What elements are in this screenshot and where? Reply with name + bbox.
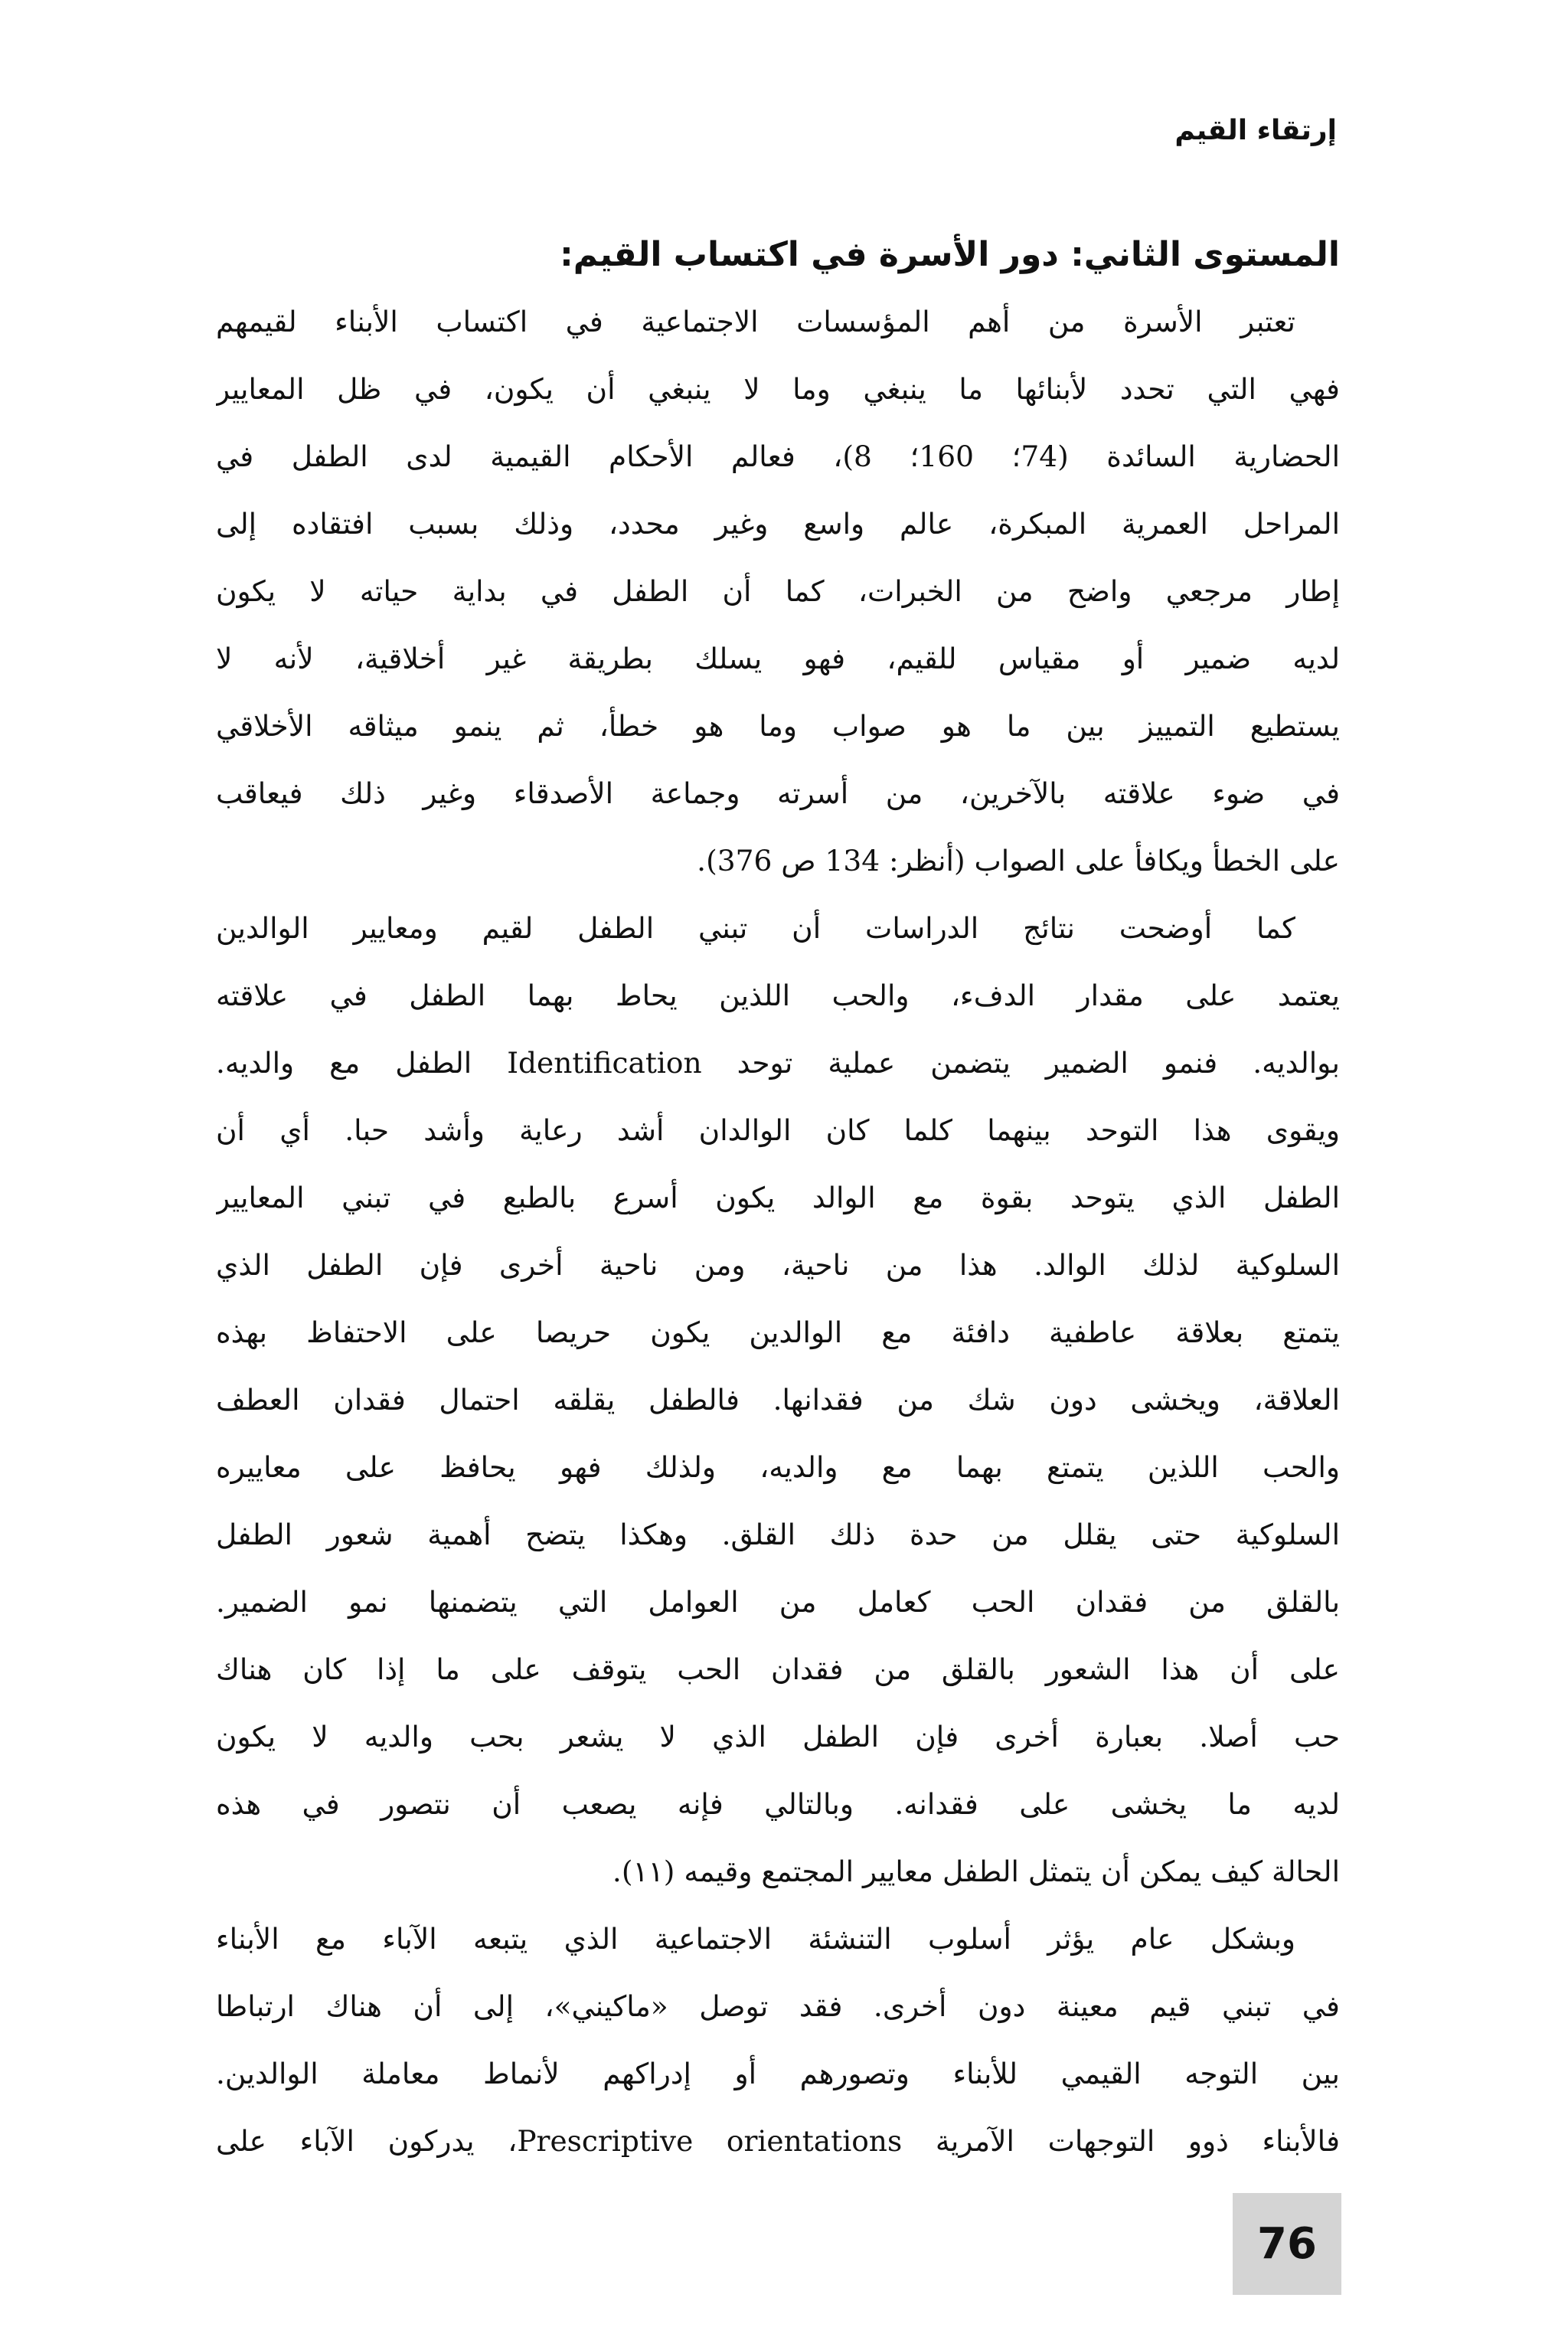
text-line: حب أصلا. بعبارة أخرى فإن الطفل الذي لا يشعر بحب والديه لا يكون bbox=[216, 1720, 1340, 1754]
text-line: ويقوى هذا التوحد بينهما كلما كان الوالدان أشد رعاية وأشد حبا. أي أن bbox=[216, 1113, 1340, 1147]
text-line: إطار مرجعي واضح من الخبرات، كما أن الطفل في بداية حياته لا يكون bbox=[216, 574, 1340, 608]
text-line: يعتمد على مقدار الدفء، والحب اللذين يحاط بهما الطفل في علاقته bbox=[216, 979, 1340, 1012]
running-header: إرتقاء القيم bbox=[1174, 115, 1337, 146]
text-line: السلوكية حتى يقلل من حدة ذلك القلق. وهكذا يتضح أهمية شعور الطفل bbox=[216, 1518, 1340, 1551]
text-line: في تبني قيم معينة دون أخرى. فقد توصل «ماكيني»، إلى أن هناك ارتباطا bbox=[216, 1989, 1340, 2023]
text-line: فهي التي تحدد لأبنائها ما ينبغي وما لا ينبغي أن يكون، في ظل المعايير bbox=[216, 372, 1340, 406]
text-line: على الخطأ ويكافأ على الصواب (أنظر: 134 ص 376). bbox=[697, 844, 1340, 878]
text-line: تعتبر الأسرة من أهم المؤسسات الاجتماعية في اكتساب الأبناء لقيمهم bbox=[216, 305, 1295, 338]
section-heading: المستوى الثاني: دور الأسرة في اكتساب القيم: bbox=[560, 235, 1340, 274]
page-body bbox=[216, 222, 1340, 2175]
text-line: في ضوء علاقته بالآخرين، من أسرته وجماعة الأصدقاء وغير ذلك فيعاقب bbox=[216, 776, 1340, 810]
text-line: المراحل العمرية المبكرة، عالم واسع وغير محدد، وذلك بسبب افتقاده إلى bbox=[216, 507, 1340, 541]
text-line: يستطيع التمييز بين ما هو صواب وما هو خطأ، ثم ينمو ميثاقه الأخلاقي bbox=[216, 709, 1340, 743]
text-line: وبشكل عام يؤثر أسلوب التنشئة الاجتماعية الذي يتبعه الآباء مع الأبناء bbox=[216, 1922, 1295, 1956]
text-line: الطفل الذي يتوحد بقوة مع الوالد يكون أسرع بالطبع في تبني المعايير bbox=[216, 1181, 1340, 1214]
text-line: كما أوضحت نتائج الدراسات أن تبني الطفل لقيم ومعايير الوالدين bbox=[216, 911, 1295, 945]
page-number-box bbox=[1233, 2193, 1341, 2295]
text-line: لديه ضمير أو مقياس للقيم، فهو يسلك بطريقة غير أخلاقية، لأنه لا bbox=[216, 642, 1340, 675]
text-line: العلاقة، ويخشى دون شك من فقدانها. فالطفل يقلقه احتمال فقدان العطف bbox=[216, 1383, 1340, 1417]
text-line: الحالة كيف يمكن أن يتمثل الطفل معايير المجتمع وقيمه (١١). bbox=[612, 1855, 1340, 1888]
text-line: على أن هذا الشعور بالقلق من فقدان الحب يتوقف على ما إذا كان هناك bbox=[216, 1652, 1340, 1686]
page-number: 76 bbox=[1257, 2219, 1317, 2269]
text-line: بين التوجه القيمي للأبناء وتصورهم أو إدراكهم لأنماط معاملة الوالدين. bbox=[216, 2057, 1340, 2090]
text-line: السلوكية لذلك الوالد. هذا من ناحية، ومن ناحية أخرى فإن الطفل الذي bbox=[216, 1248, 1340, 1282]
text-line: بوالديه. فنمو الضمير يتضمن عملية توحد Identification الطفل مع والديه. bbox=[216, 1046, 1340, 1080]
text-line: بالقلق من فقدان الحب كعامل من العوامل التي يتضمنها نمو الضمير. bbox=[216, 1585, 1340, 1619]
text-line: فالأبناء ذوو التوجهات الآمرية Prescriptive orientations، يدركون الآباء على bbox=[216, 2124, 1340, 2158]
text-line: والحب اللذين يتمتع بهما مع والديه، ولذلك فهو يحافظ على معاييره bbox=[216, 1450, 1340, 1484]
text-line: الحضارية السائدة (74؛ 160؛ 8)، فعالم الأحكام القيمية لدى الطفل في bbox=[216, 440, 1340, 473]
text-line: لديه ما يخشى على فقدانه. وبالتالي فإنه يصعب أن نتصور في هذه bbox=[216, 1787, 1340, 1821]
text-line: يتمتع بعلاقة عاطفية دافئة مع الوالدين يكون حريصا على الاحتفاظ بهذه bbox=[216, 1316, 1340, 1349]
